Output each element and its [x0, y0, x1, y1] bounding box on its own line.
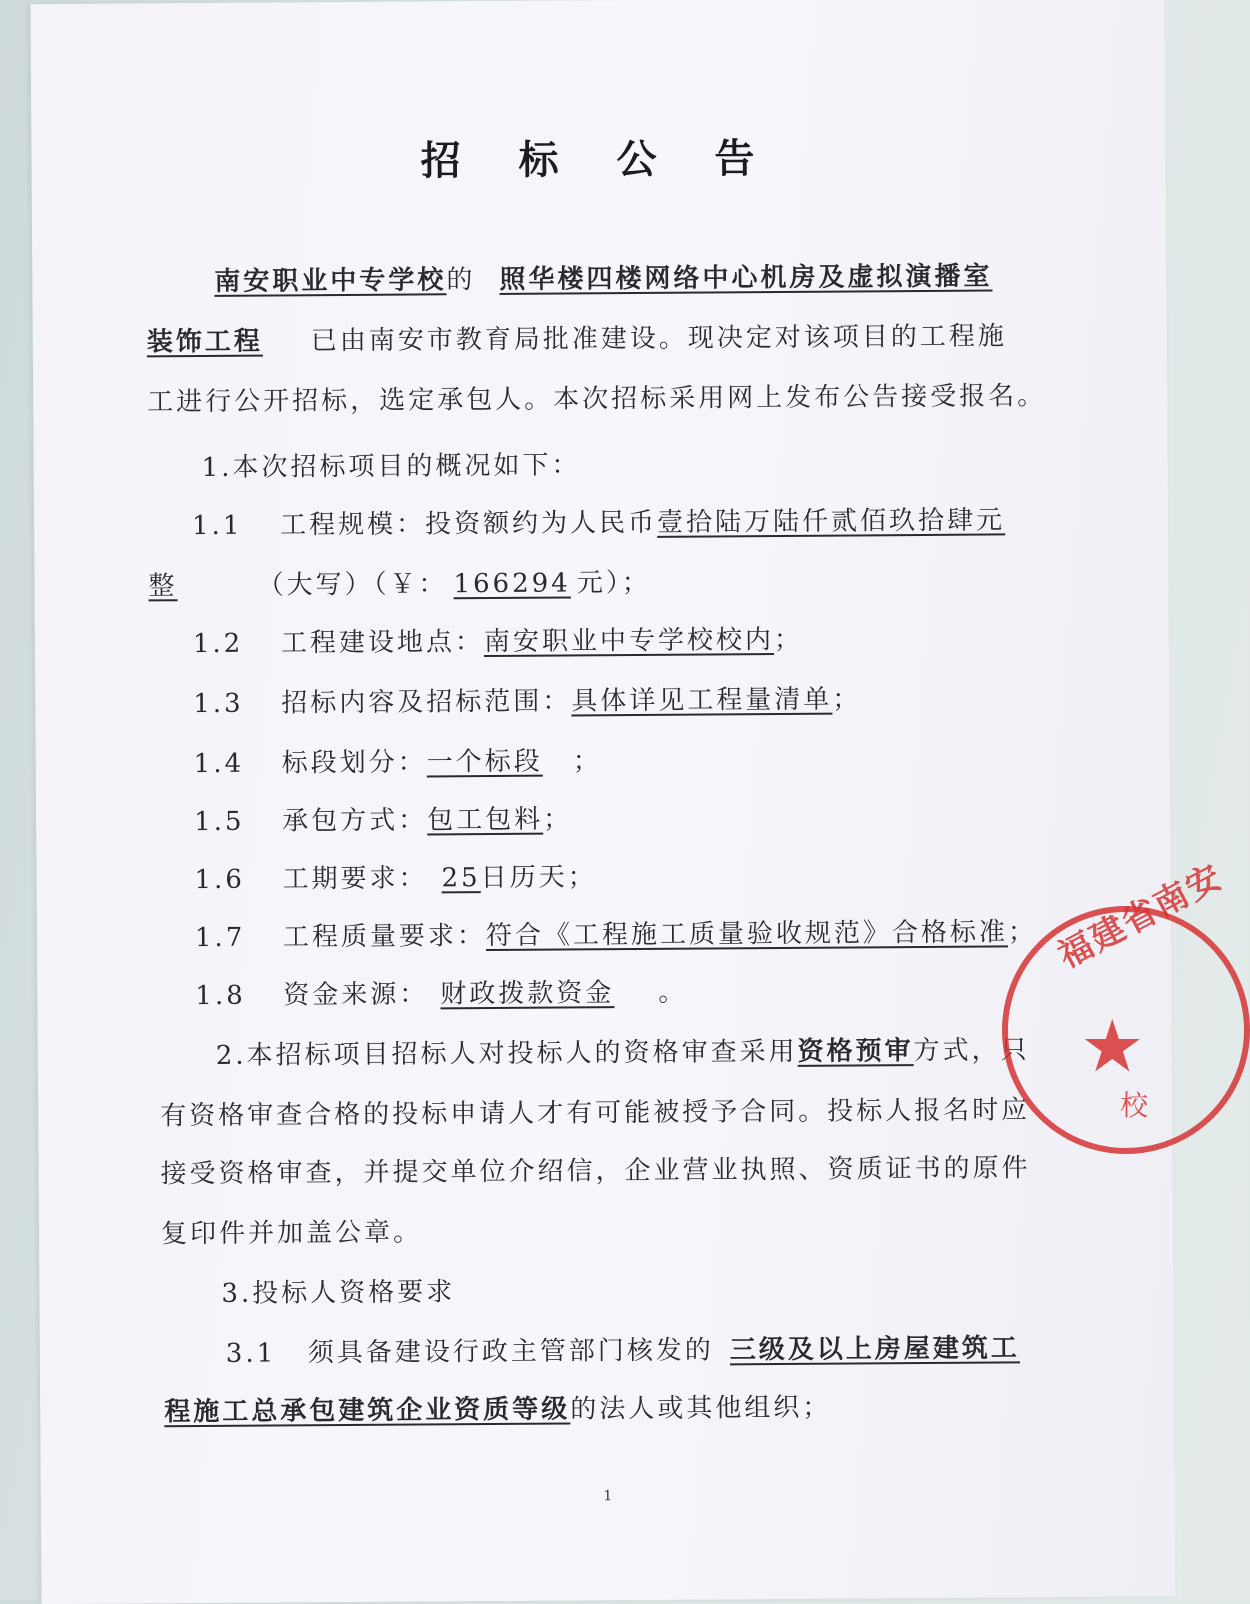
item-number: 1.8 [195, 980, 246, 1012]
item-label: 招标内容及招标范围： [281, 686, 572, 719]
document-title: 招 标 公 告 [420, 135, 777, 185]
section2-line-3: 接受资格审查，并提交单位介绍信，企业营业执照、资质证书的原件 [160, 1153, 1031, 1190]
item-value: 25 [441, 863, 481, 894]
item-label: 资金来源： [283, 979, 429, 1011]
investment-amount-words: 壹拾陆万陆仟贰佰玖拾肆元 [656, 505, 1006, 538]
item-1-8 [195, 972, 687, 1012]
page-number: 1 [603, 1488, 613, 1505]
amount-text-2: 元）； [576, 567, 651, 599]
section3-post: 的法人或其他组织； [570, 1392, 832, 1425]
item-tail: ； [773, 624, 804, 656]
section3-heading: 3.投标人资格要求 [221, 1277, 456, 1309]
item-1-6 [194, 856, 596, 896]
section2-line-2: 有资格审查合格的投标申请人才有可能被授予合同。投标人报名时应 [160, 1095, 1031, 1132]
intro-text-1: 已由南安市教育局批准建设。现决定对该项目的工程施 [310, 321, 1007, 357]
section2-line-4: 复印件并加盖公章。 [160, 1217, 423, 1250]
qualification-requirement-2: 程施工总承包建筑企业资质等级 [164, 1394, 571, 1428]
item-value: 南安职业中专学校校内 [483, 625, 775, 658]
qualification-method: 资格预审 [797, 1036, 914, 1067]
item-value: 具体详见工程量清单 [571, 684, 833, 717]
item-1-3 [193, 678, 861, 720]
item-tail: ； [1007, 917, 1038, 948]
item-tail: ； [543, 804, 573, 835]
intro-line-1 [214, 255, 992, 297]
intro-of: 的 [446, 265, 476, 296]
amount-words-cont: 整 [148, 571, 178, 602]
document-page [30, 0, 1175, 1604]
item-label: 工程规模：投资额约为人民币 [279, 507, 658, 541]
item-value: 财政拨款资金 [440, 978, 615, 1010]
item-tail: ； [572, 746, 602, 777]
item-1-2 [193, 619, 803, 660]
item-1-1-cont [148, 562, 651, 603]
qualification-requirement-1: 三级及以上房屋建筑工 [729, 1333, 1020, 1366]
item-1-5 [194, 798, 572, 838]
item-tail: ； [832, 684, 862, 715]
section1-heading: 1.本次招标项目的概况如下： [201, 450, 581, 484]
item-number: 3.1 [225, 1338, 277, 1369]
section2-pre: 2.本招标项目招标人对投标人的资格审查采用 [215, 1036, 798, 1071]
section3-pre: 须具备建设行政主管部门核发的 [307, 1335, 714, 1369]
official-seal [1002, 856, 1250, 1154]
item-tail: 日历天； [480, 862, 597, 894]
item-value: 符合《工程施工质量验收规范》合格标准 [485, 917, 1009, 952]
section2-post: 方式，只 [913, 1035, 1030, 1067]
item-label: 工程质量要求： [282, 921, 487, 953]
item-number: 1.1 [191, 510, 243, 542]
item-value: 包工包料 [427, 804, 544, 836]
item-number: 1.2 [192, 628, 244, 660]
item-label: 工期要求： [282, 863, 428, 895]
intro-line-2 [147, 315, 1007, 358]
item-number: 1.7 [194, 922, 246, 954]
star-icon: ★ [1080, 1004, 1145, 1088]
item-label: 承包方式： [282, 805, 428, 837]
section2-line-1 [216, 1029, 1030, 1072]
amount-text-1: （大写）（￥： [257, 569, 448, 601]
item-number: 1.4 [193, 748, 245, 780]
school-name: 南安职业中专学校 [214, 265, 447, 297]
item-value: 一个标段 [426, 746, 543, 778]
section3-line-1 [226, 1327, 1020, 1370]
item-1-4 [194, 740, 602, 780]
investment-amount-number: 166294 [453, 568, 571, 600]
project-name-part2: 装饰工程 [146, 326, 263, 358]
seal-text: 福建省南安 [1051, 856, 1230, 977]
item-number: 1.5 [194, 806, 245, 838]
item-1-7 [195, 911, 1037, 954]
intro-line-3: 工进行公开招标，选定承包人。本次招标采用网上发布公告接受报名。 [147, 381, 1047, 418]
item-tail: 。 [658, 977, 688, 1008]
section3-line-2 [164, 1387, 831, 1429]
item-label: 标段划分： [281, 747, 427, 779]
item-number: 1.6 [194, 864, 246, 896]
project-name-part1: 照华楼四楼网络中心机房及虚拟演播室 [499, 261, 993, 295]
item-1-1 [192, 499, 1005, 542]
seal-tail-text: 校 [1120, 1089, 1149, 1122]
item-number: 1.3 [193, 688, 244, 720]
item-label: 工程建设地点： [280, 627, 485, 659]
